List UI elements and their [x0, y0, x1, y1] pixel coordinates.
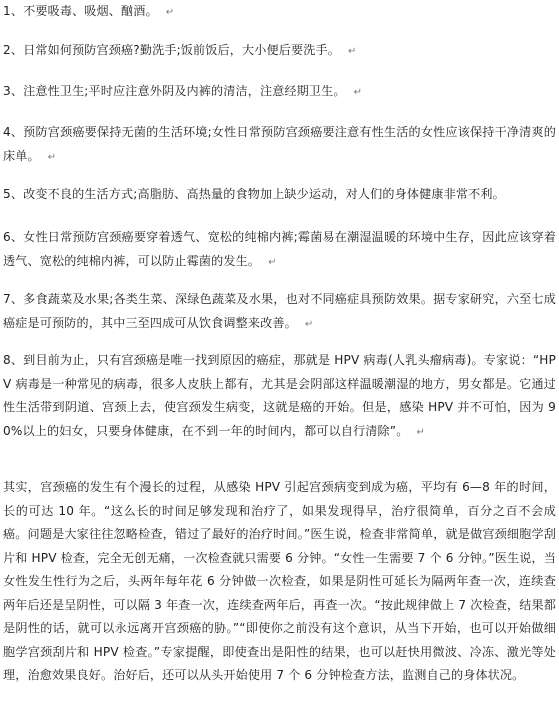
- paragraph-7-text: 7、多食蔬菜及水果;各类生菜、深绿色蔬菜及水果，也对不同癌症具预防效果。据专家研究，六至七成癌症是可预防的，其中三至四成可从饮食调整来改善。: [3, 292, 556, 330]
- paragraph-1-text: 1、不要吸毒、吸烟、酗酒。: [3, 4, 158, 18]
- paragraph-6: [3, 226, 556, 274]
- paragraph-mark-icon: ↵: [304, 318, 314, 330]
- paragraph-8-text: 8、到目前为止，只有宫颈癌是唯一找到原因的癌症，那就是 HPV 病毒(人乳头瘤病毒)。专家说：“HPV 病毒是一种常见的病毒，很多人皮肤上都有，尤其是会阴部这样温暖潮湿的地方，男女都是。它通过性生活带到阴道、宫颈上去，使宫颈发生病变，这就是癌的开始。但是，感染 HPV 并不可怕，因为 90%以上的妇女，只要身体健康，在不到一年的时间内，都可以自行清除”。: [3, 353, 556, 438]
- paragraph-mark-icon: ↵: [47, 151, 57, 163]
- paragraph-mark-icon: ↵: [416, 426, 425, 438]
- paragraph-3: [3, 80, 556, 105]
- paragraph-6-text: 6、女性日常预防宫颈癌要穿着透气、宽松的纯棉内裤;霉菌易在潮湿温暖的环境中生存，因此应该穿着透气、宽松的纯棉内裤，可以防止霉菌的发生。: [3, 230, 556, 268]
- paragraph-9: [3, 476, 556, 688]
- paragraph-mark-icon: ↵: [268, 256, 277, 268]
- paragraph-5: [3, 183, 556, 207]
- paragraph-2: [3, 39, 556, 64]
- paragraph-4: [3, 121, 556, 169]
- paragraph-5-text: 5、改变不良的生活方式;高脂肪、高热量的食物加上缺少运动，对人们的身体健康非常不利。: [3, 187, 505, 201]
- paragraph-mark-icon: ↵: [165, 7, 175, 18]
- paragraph-4-text: 4、预防宫颈癌要保持无菌的生活环境;女性日常预防宫颈癌要注意有性生活的女性应该保持干净清爽的床单。: [3, 125, 556, 163]
- paragraph-9-text: 其实，宫颈癌的发生有个漫长的过程，从感染 HPV 引起宫颈病变到成为癌，平均有 6—8 年的时间，长的可达 10 年。“这么长的时间足够发现和治疗了，如果发现得早，治疗很简单，百分之百不会成癌。问题是大家往往忽略检查，错过了最好的治疗时间。”医生说，检查非常简单，就是做宫颈细胞学刮片和 HPV 检查，完全无创无痛，一次检查就只需要 6 分钟。“女性一生需要 7 个 6 分钟。”医生说，当女性发生性行为之后，头两年每年花 6 分钟做一次检查，如果是阴性可延长为隔两年查一次，连续查两年后还是呈阴性，可以隔 3 年查一次，连续查两年后，再查一次。“按此规律做上 7 次检查，结果都是阴性的话，就可以永远离开宫颈癌的胁。”“即使你之前没有这个意识，从当下开始，也可以开始做细胞学宫颈刮片和 HPV 检查。”专家提醒，即使查出是阳性的结果，也可以赶快用微波、冷冻、激光等处理，治愈效果良好。治好后，还可以从头开始使用 7 个 6 分钟检查方法，监测自己的身体状况。: [3, 480, 556, 682]
- paragraph-2-text: 2、日常如何预防宫颈癌?勤洗手;饭前饭后，大小便后要洗手。: [3, 43, 340, 57]
- paragraph-8: [3, 349, 556, 444]
- paragraph-7: [3, 288, 556, 336]
- paragraph-mark-icon: ↵: [347, 46, 357, 57]
- paragraph-3-text: 3、注意性卫生;平时应注意外阴及内裤的清洁，注意经期卫生。: [3, 84, 346, 98]
- paragraph-1: [3, 0, 556, 25]
- paragraph-mark-icon: ↵: [353, 87, 363, 98]
